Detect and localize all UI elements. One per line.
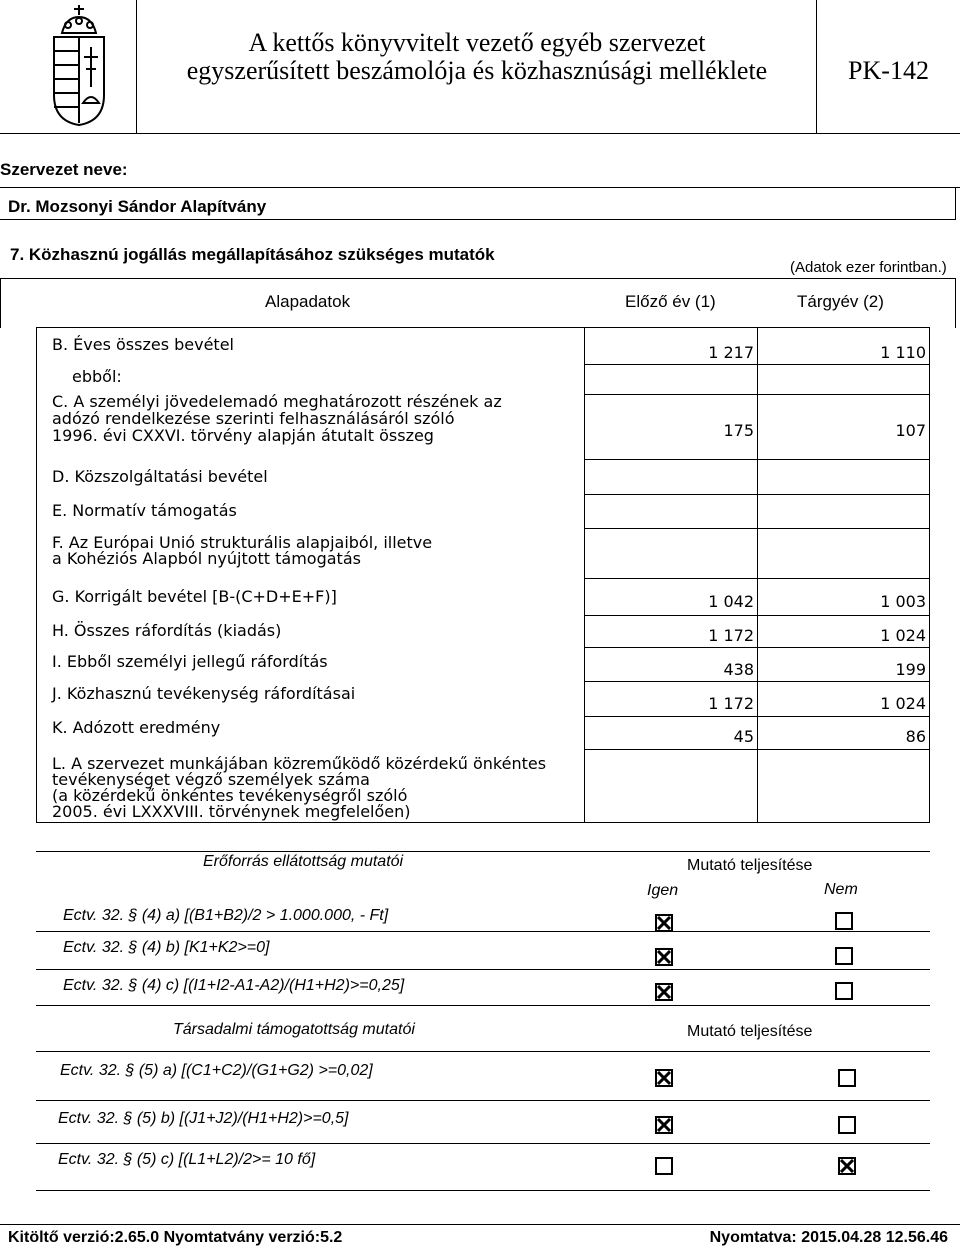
row-rule	[584, 394, 930, 395]
criterion-rule	[36, 969, 930, 970]
social-criterion-b: Ectv. 32. § (5) b) [(J1+J2)/(H1+H2)>=0,5]	[58, 1110, 349, 1127]
form-title-line2: egyszerűsített beszámolója és közhasznúsági melléklete	[186, 56, 768, 85]
row-b-label: B. Éves összes bevétel	[52, 335, 234, 354]
criterion-rule	[36, 1190, 930, 1191]
col-header-basic: Alapadatok	[265, 292, 351, 311]
row-e-label: E. Normatív támogatás	[52, 501, 237, 520]
row-l-label-line2: tevékenységet végző személyek száma	[52, 770, 370, 789]
row-g-prev: 1 042	[708, 592, 754, 611]
resources-fulfillment-label: Mutató teljesítése	[687, 857, 813, 874]
row-h-curr: 1 024	[880, 626, 926, 645]
row-b-prev: 1 217	[708, 343, 754, 362]
checkbox-no-social-a[interactable]	[838, 1069, 856, 1087]
row-rule	[584, 459, 930, 460]
resources-title: Erőforrás ellátottság mutatói	[203, 853, 404, 870]
org-name-top-rule	[0, 187, 960, 188]
criterion-rule	[36, 1143, 930, 1144]
row-g-label: G. Korrigált bevétel [B-(C+D+E+F)]	[52, 587, 337, 606]
social-header-rule	[36, 1051, 930, 1052]
row-k-label: K. Adózott eredmény	[52, 718, 221, 737]
table-bottom-rule	[36, 822, 930, 823]
row-f-label-line1: F. Az Európai Unió strukturális alapjaiból, illetve	[52, 533, 433, 552]
resource-criterion-b: Ectv. 32. § (4) b) [K1+K2>=0]	[63, 939, 270, 956]
table-header-bottom-rule	[36, 327, 930, 328]
row-rule	[584, 749, 930, 750]
check-x-icon	[840, 1159, 854, 1173]
resources-top-rule	[36, 851, 930, 852]
table-right-rule	[955, 278, 956, 328]
row-i-label: I. Ebből személyi jellegű ráfordítás	[52, 652, 328, 671]
row-c-label-line1: C. A személyi jövedelemadó meghatározott részének az	[52, 392, 502, 411]
form-title-line1: A kettős könyvvitelt vezető egyéb szervezet	[248, 28, 706, 57]
row-c-curr: 107	[895, 421, 926, 440]
resource-criterion-a: Ectv. 32. § (4) a) [(B1+B2)/2 > 1.000.000, - Ft]	[63, 907, 389, 924]
check-x-icon	[657, 1118, 671, 1132]
checkbox-yes-social-a[interactable]	[655, 1069, 673, 1087]
footer-version: Kitöltő verzió:2.65.0 Nyomtatvány verzió:5.2	[8, 1229, 343, 1246]
social-fulfillment-label: Mutató teljesítése	[687, 1023, 813, 1040]
row-rule	[584, 494, 930, 495]
row-b-curr: 1 110	[880, 343, 926, 362]
section-title: 7. Közhasznú jogállás megállapításához szükséges mutatók	[10, 245, 495, 264]
row-l-label-line4: 2005. évi LXXXVIII. törvénynek megfelelően)	[52, 802, 411, 821]
row-c-prev: 175	[723, 421, 754, 440]
row-rule	[584, 615, 930, 616]
row-i-prev: 438	[723, 660, 754, 679]
checkbox-no-social-b[interactable]	[838, 1116, 856, 1134]
form-code: PK-142	[848, 56, 929, 85]
row-j-curr: 1 024	[880, 694, 926, 713]
row-c-label-line2: adózó rendelkezése szerinti felhasználásáról szóló	[52, 409, 455, 428]
org-name-right-rule	[955, 187, 956, 219]
check-x-icon	[657, 1071, 671, 1085]
row-rule	[584, 364, 930, 365]
row-h-prev: 1 172	[708, 626, 754, 645]
row-rule	[584, 716, 930, 717]
row-g-curr: 1 003	[880, 592, 926, 611]
row-l-label-line1: L. A szervezet munkájában közreműködő közérdekű önkéntes	[52, 754, 547, 773]
header	[0, 0, 960, 133]
checkbox-yes-resource-b[interactable]	[655, 948, 673, 966]
checkbox-no-social-c[interactable]	[838, 1157, 856, 1175]
row-rule	[584, 528, 930, 529]
col-header-prev: Előző év (1)	[625, 292, 716, 311]
checkbox-no-resource-b[interactable]	[835, 947, 853, 965]
row-j-prev: 1 172	[708, 694, 754, 713]
org-name-label: Szervezet neve:	[0, 160, 128, 179]
header-bottom-rule	[0, 133, 960, 134]
row-l-label-line3: (a közérdekű önkéntes tevékenységről szóló	[52, 786, 408, 805]
footer-printed: Nyomtatva: 2015.04.28 12.56.46	[709, 1229, 948, 1246]
row-k-curr: 86	[905, 727, 926, 746]
row-rule	[584, 578, 930, 579]
check-x-icon	[657, 916, 671, 930]
row-j-label: J. Közhasznú tevékenység ráfordításai	[52, 684, 356, 703]
unit-note: (Adatok ezer forintban.)	[790, 259, 947, 276]
row-k-prev: 45	[733, 727, 754, 746]
yes-column-label: Igen	[647, 882, 679, 899]
row-h-label: H. Összes ráfordítás (kiadás)	[52, 621, 282, 640]
check-x-icon	[657, 985, 671, 999]
row-rule	[584, 647, 930, 648]
org-name-bottom-rule	[0, 219, 956, 220]
criterion-rule	[36, 931, 930, 932]
no-column-label: Nem	[824, 881, 858, 898]
col-header-curr: Tárgyév (2)	[797, 292, 884, 311]
checkbox-no-resource-a[interactable]	[835, 912, 853, 930]
org-name-value: Dr. Mozsonyi Sándor Alapítvány	[8, 197, 267, 216]
row-f-label-line2: a Kohéziós Alapból nyújtott támogatás	[52, 549, 361, 568]
footer-rule	[0, 1224, 960, 1225]
row-i-curr: 199	[895, 660, 926, 679]
social-criterion-c: Ectv. 32. § (5) c) [(L1+L2)/2>= 10 fő]	[58, 1151, 316, 1168]
coat-of-arms-logo	[46, 3, 112, 127]
resource-criterion-c: Ectv. 32. § (4) c) [(I1+I2-A1-A2)/(H1+H2)>=0,25]	[63, 977, 405, 994]
checkbox-yes-resource-a[interactable]	[655, 914, 673, 932]
checkbox-yes-social-b[interactable]	[655, 1116, 673, 1134]
checkbox-yes-resource-c[interactable]	[655, 983, 673, 1001]
check-x-icon	[657, 950, 671, 964]
table-top-rule	[0, 278, 956, 279]
table-body-left-rule	[36, 327, 37, 823]
row-of-which-label: ebből:	[72, 367, 122, 386]
table-left-rule	[0, 278, 1, 328]
row-c-label-line3: 1996. évi CXXVI. törvény alapján átutalt összeg	[52, 426, 434, 445]
social-criterion-a: Ectv. 32. § (5) a) [(C1+C2)/(G1+G2) >=0,02]	[60, 1062, 373, 1079]
checkbox-yes-social-c[interactable]	[655, 1157, 673, 1175]
social-title: Társadalmi támogatottság mutatói	[173, 1021, 415, 1038]
criterion-rule	[36, 1005, 930, 1006]
criterion-rule	[36, 1100, 930, 1101]
row-rule	[584, 681, 930, 682]
row-d-label: D. Közszolgáltatási bevétel	[52, 467, 268, 486]
checkbox-no-resource-c[interactable]	[835, 982, 853, 1000]
